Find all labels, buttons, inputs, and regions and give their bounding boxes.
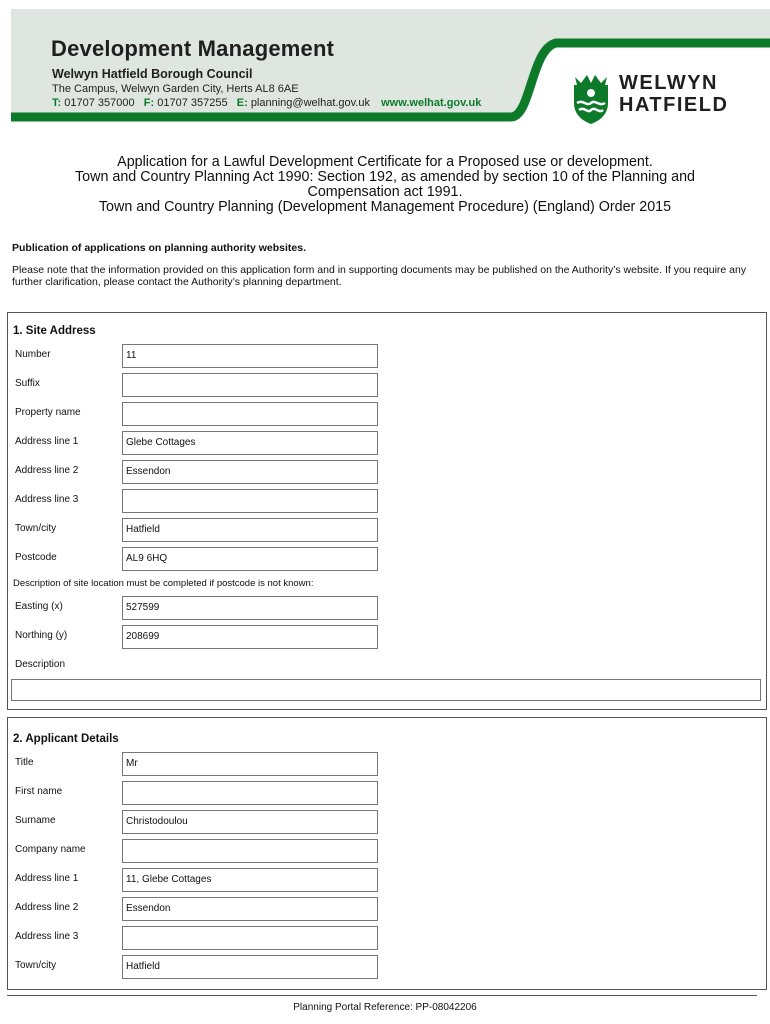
site-property-name-field[interactable] [122,402,378,426]
tel-number: 01707 357000 [64,97,135,109]
fax-label: F: [143,97,155,109]
easting-row [8,596,766,622]
form-title-line-4: Town and Country Planning (Development Management Procedure) (England) Order 2015 [98,199,672,215]
fax-number: 01707 357255 [157,97,228,109]
site-town-field[interactable]: Hatfield [122,518,378,542]
email-address[interactable]: planning@welhat.gov.uk [250,97,371,109]
applicant-address-line-3-field[interactable] [122,926,378,950]
field-label: Town/city [15,523,57,534]
applicant-address-line-2-row [8,897,766,923]
field-label: Company name [15,844,86,855]
field-label: Title [15,757,34,768]
applicant-company-field[interactable] [122,839,378,863]
field-label: First name [15,786,63,797]
northing-field[interactable]: 208699 [122,625,378,649]
brand-wordmark [619,72,728,116]
applicant-address-line-3-row [8,926,766,952]
description-field[interactable] [11,679,761,701]
site-address-section [7,312,767,710]
field-label: Property name [15,407,81,418]
field-label: Number [15,349,51,360]
council-crest-icon [571,73,611,125]
field-label: Town/city [15,960,57,971]
publication-heading: Publication of applications on planning authority websites. [12,242,307,254]
description-label: Description [15,659,66,670]
brand-line-1: WELWYN [619,72,718,94]
site-town-row [8,518,766,544]
site-property-name-row [8,402,766,428]
applicant-first-name-row [8,781,766,807]
section-title: 1. Site Address [13,325,96,337]
applicant-address-line-1-field[interactable]: 11, Glebe Cottages [122,868,378,892]
field-label: Surname [15,815,56,826]
form-title [20,155,750,215]
applicant-surname-row [8,810,766,836]
field-label: Address line 3 [15,931,79,942]
council-address: The Campus, Welwyn Garden City, Herts AL8 6AE [52,83,299,95]
site-address-line-3-row [8,489,766,515]
website-link[interactable]: www.welhat.gov.uk [381,97,482,109]
tel-label: T: [52,97,62,109]
applicant-address-line-1-row [8,868,766,894]
applicant-surname-field[interactable]: Christodoulou [122,810,378,834]
council-name: Welwyn Hatfield Borough Council [52,67,253,81]
site-number-field[interactable]: 11 [122,344,378,368]
applicant-company-row [8,839,766,865]
form-title-line-1: Application for a Lawful Development Certificate for a Proposed use or development. [117,154,653,170]
field-label: Easting (x) [15,601,63,612]
field-label: Suffix [15,378,40,389]
form-title-line-3: Compensation act 1991. [307,184,463,200]
form-title-line-2: Town and Country Planning Act 1990: Section 192, as amended by section 10 of the Planning and [75,169,695,185]
field-label: Address line 2 [15,465,79,476]
applicant-title-field[interactable]: Mr [122,752,378,776]
publication-note: Please note that the information provided on this application form and in supporting documents may be published on the Authority’s website. If you require any further clarification, please contact the Authority’s planning department. [12,264,747,288]
site-address-line-2-row [8,460,766,486]
northing-row [8,625,766,651]
field-label: Address line 1 [15,436,79,447]
applicant-address-line-2-field[interactable]: Essendon [122,897,378,921]
location-note: Description of site location must be completed if postcode is not known: [13,578,314,589]
applicant-title-row [8,752,766,778]
site-number-row [8,344,766,370]
department-title: Development Management [51,36,335,61]
field-label: Address line 1 [15,873,79,884]
site-address-line-1-field[interactable]: Glebe Cottages [122,431,378,455]
applicant-town-field[interactable]: Hatfield [122,955,378,979]
easting-field[interactable]: 527599 [122,596,378,620]
applicant-town-row [8,955,766,981]
brand-line-2: HATFIELD [619,94,729,116]
portal-reference: Planning Portal Reference: PP-08042206 [293,1002,477,1013]
field-label: Postcode [15,552,57,563]
site-suffix-field[interactable] [122,373,378,397]
applicant-details-section [7,717,767,990]
site-postcode-row [8,547,766,573]
header-banner [11,9,770,129]
field-label: Northing (y) [15,630,68,641]
contact-line [52,97,481,109]
site-address-line-3-field[interactable] [122,489,378,513]
site-postcode-field[interactable]: AL9 6HQ [122,547,378,571]
applicant-first-name-field[interactable] [122,781,378,805]
site-address-line-1-row [8,431,766,457]
footer-divider [7,995,757,996]
site-address-line-2-field[interactable]: Essendon [122,460,378,484]
field-label: Address line 2 [15,902,79,913]
field-label: Address line 3 [15,494,79,505]
section-title: 2. Applicant Details [13,733,119,745]
email-label: E: [236,97,248,109]
site-suffix-row [8,373,766,399]
